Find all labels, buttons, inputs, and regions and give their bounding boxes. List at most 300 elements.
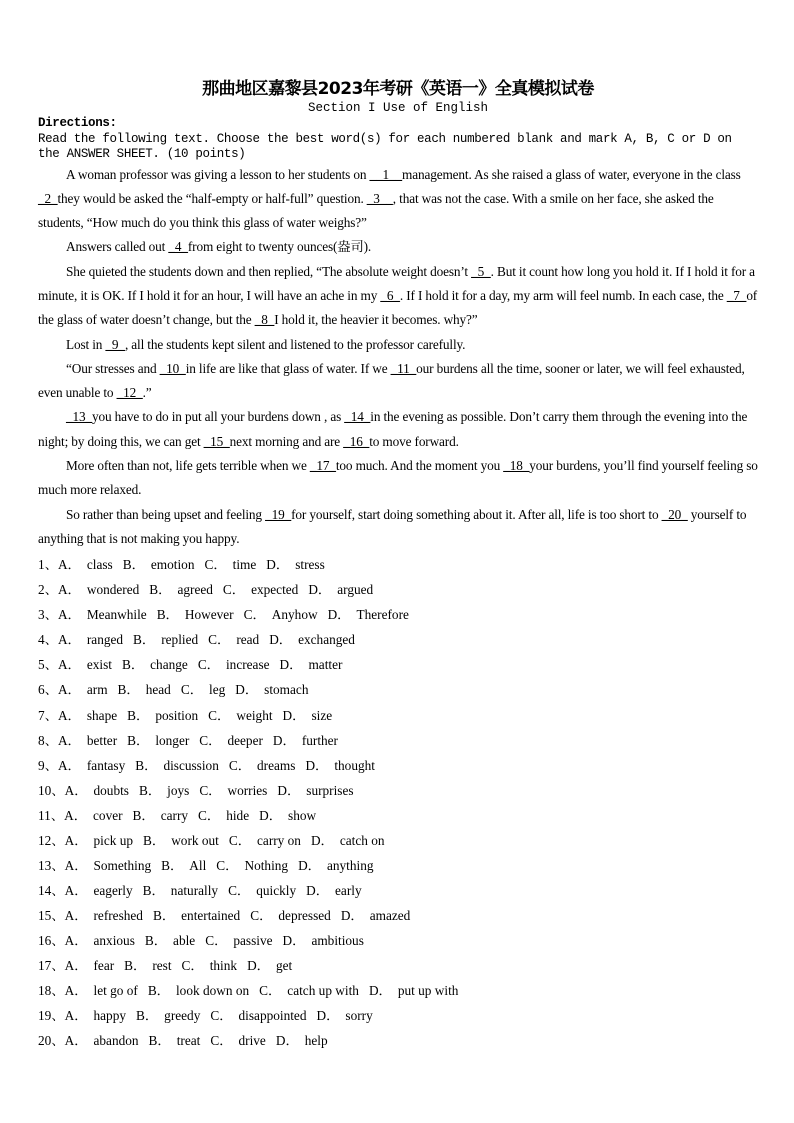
option-text: help	[304, 1033, 328, 1049]
answer-option	[149, 1033, 201, 1048]
answer-option	[181, 682, 225, 697]
passage-paragraph	[38, 357, 758, 406]
question-number: 20、	[38, 1033, 65, 1049]
answer-option	[305, 758, 375, 773]
option-letter: B．	[149, 582, 172, 598]
answer-option	[58, 632, 123, 647]
option-letter: C．	[208, 707, 231, 723]
question-number: 15、	[38, 907, 65, 923]
question-options-list	[38, 552, 758, 1053]
option-text: doubts	[93, 782, 129, 798]
option-text: Something	[93, 857, 152, 873]
option-text: Meanwhile	[86, 607, 147, 623]
answer-option	[247, 958, 292, 973]
option-letter: D．	[259, 807, 283, 823]
option-letter: C．	[199, 782, 222, 798]
answer-option	[208, 632, 259, 647]
answer-option	[280, 657, 343, 672]
option-text: longer	[155, 732, 190, 748]
option-text: anything	[326, 857, 374, 873]
answer-option	[65, 1008, 126, 1023]
option-text: further	[301, 732, 338, 748]
answer-option	[127, 708, 198, 723]
option-text: stomach	[264, 682, 309, 698]
option-text: stress	[295, 557, 325, 573]
passage-text: .”	[142, 385, 152, 401]
answer-option	[210, 1033, 266, 1048]
answer-option	[216, 858, 288, 873]
option-text: sorry	[345, 1008, 373, 1024]
option-text: anxious	[93, 932, 135, 948]
option-text: passive	[233, 932, 273, 948]
option-text: increase	[225, 657, 270, 673]
numbered-blank: _10_	[159, 360, 186, 376]
option-letter: A．	[64, 958, 88, 973]
option-letter: D．	[310, 832, 334, 848]
option-text: quickly	[256, 882, 297, 898]
question-number: 2、	[38, 582, 58, 598]
question-row	[38, 552, 758, 577]
option-text: leg	[209, 682, 226, 698]
option-text: Therefore	[356, 607, 409, 623]
option-letter: C．	[216, 857, 239, 873]
passage-text: yourself to anything that is not making you happy.	[38, 506, 747, 546]
option-letter: A．	[64, 857, 88, 873]
answer-option	[145, 933, 195, 948]
numbered-blank: __1__	[369, 166, 403, 182]
answer-option	[182, 958, 238, 973]
passage-text: Lost in	[66, 336, 106, 352]
option-letter: D．	[316, 1008, 340, 1024]
option-letter: B．	[144, 932, 168, 948]
answer-option	[277, 783, 353, 798]
answer-option	[229, 833, 301, 848]
option-text: worries	[227, 782, 268, 798]
option-letter: A．	[64, 983, 88, 999]
numbered-blank: _15_	[203, 433, 230, 449]
answer-option	[298, 858, 373, 873]
question-row	[38, 602, 758, 627]
answer-option	[208, 708, 272, 723]
question-row	[38, 703, 758, 728]
option-letter: C．	[210, 1008, 233, 1024]
section-heading: Section I Use of English	[307, 101, 489, 115]
option-text: matter	[308, 657, 343, 673]
directions-text: Read the following text. Choose the best word(s) for each numbered blank and mark A, B, C or D on the ANSWER SHEET. (10 points)	[38, 131, 732, 161]
option-letter: C．	[205, 932, 228, 948]
answer-option	[198, 808, 249, 823]
passage-text: . But it count how long you hold it. If I hold it for a minute, it is OK. If I hold it for an hour, I will have an ache in my	[38, 263, 755, 303]
numbered-blank: _8_	[254, 312, 275, 328]
option-letter: B．	[135, 757, 158, 773]
answer-option	[65, 983, 138, 998]
question-number: 16、	[38, 932, 65, 948]
option-letter: B．	[122, 557, 145, 573]
question-number: 8、	[38, 732, 58, 748]
option-letter: C．	[197, 657, 220, 673]
answer-option	[235, 682, 308, 697]
passage-text: Answers called out	[66, 239, 169, 255]
passage-text: they would be asked the “half-empty or half-full” question.	[57, 190, 367, 206]
question-number: 6、	[38, 682, 58, 698]
option-letter: A．	[64, 1008, 88, 1024]
option-text: able	[173, 932, 196, 948]
option-letter: A．	[57, 757, 81, 773]
option-text: class	[86, 557, 113, 573]
option-text: However	[184, 607, 234, 623]
answer-option	[65, 783, 129, 798]
option-text: surprises	[306, 782, 354, 798]
option-text: replied	[161, 632, 199, 648]
passage-paragraph	[38, 405, 758, 454]
answer-option	[64, 808, 122, 823]
answer-option	[316, 1008, 372, 1023]
answer-option	[250, 908, 331, 923]
question-row	[38, 953, 758, 978]
answer-option	[58, 733, 117, 748]
answer-option	[65, 908, 143, 923]
option-text: position	[155, 707, 199, 723]
answer-option	[124, 958, 171, 973]
option-text: work out	[171, 832, 219, 848]
option-letter: D．	[235, 682, 259, 698]
option-letter: D．	[305, 757, 329, 773]
option-text: hide	[226, 807, 250, 823]
passage-text: our burdens all the time, sooner or later, we will feel exhausted, even unable to	[38, 360, 745, 401]
numbered-blank: _2_	[38, 190, 58, 206]
answer-option	[204, 557, 256, 572]
option-letter: A．	[64, 1033, 88, 1049]
option-text: think	[209, 958, 238, 973]
option-letter: C．	[208, 632, 231, 648]
answer-option	[122, 657, 188, 672]
option-text: fantasy	[86, 757, 126, 773]
question-number: 19、	[38, 1008, 65, 1024]
option-letter: C．	[210, 1033, 233, 1049]
option-text: shape	[86, 707, 118, 723]
option-letter: D．	[298, 857, 321, 873]
answer-option	[148, 983, 249, 998]
option-text: get	[275, 958, 293, 973]
question-number: 13、	[38, 857, 65, 873]
answer-option	[143, 883, 218, 898]
answer-option	[153, 908, 240, 923]
numbered-blank: _16_	[343, 433, 370, 449]
option-text: pick up	[93, 832, 134, 848]
option-text: abandon	[93, 1033, 139, 1049]
option-letter: C．	[181, 958, 204, 973]
option-text: size	[311, 707, 333, 723]
answer-option	[133, 808, 188, 823]
option-letter: C．	[228, 832, 252, 848]
option-text: depressed	[278, 907, 331, 923]
option-text: early	[335, 882, 362, 898]
option-text: refreshed	[93, 907, 143, 923]
question-row	[38, 677, 758, 702]
option-letter: B．	[148, 1033, 171, 1049]
question-row	[38, 828, 758, 853]
option-letter: D．	[247, 958, 270, 973]
option-letter: D．	[308, 582, 332, 598]
numbered-blank: _20_	[661, 506, 688, 522]
passage-text: of the glass of water doesn’t change, but the	[38, 287, 758, 328]
option-text: treat	[176, 1033, 201, 1049]
passage-text: She quieted the students down and then replied, “The absolute weight doesn’t	[66, 263, 472, 279]
answer-option	[157, 607, 234, 622]
option-letter: C．	[250, 907, 273, 923]
option-letter: A．	[57, 557, 81, 573]
answer-option	[65, 833, 133, 848]
passage-text: A woman professor was giving a lesson to her students on	[66, 166, 370, 182]
answer-option	[65, 858, 152, 873]
question-row	[38, 1003, 758, 1028]
answer-option	[133, 632, 198, 647]
option-letter: B．	[142, 882, 165, 898]
option-text: entertained	[181, 907, 241, 923]
option-letter: D．	[327, 607, 351, 623]
option-letter: B．	[138, 782, 162, 798]
question-row	[38, 903, 758, 928]
option-letter: B．	[133, 632, 156, 648]
answer-option	[266, 557, 324, 572]
option-letter: A．	[64, 782, 88, 798]
question-row	[38, 978, 758, 1003]
option-text: catch on	[339, 832, 385, 848]
option-letter: B．	[117, 682, 140, 698]
option-text: weight	[236, 707, 273, 723]
option-letter: C．	[199, 732, 222, 748]
option-letter: B．	[152, 907, 176, 923]
exam-title: 那曲地区嘉黎县2023年考研《英语一》全真模拟试卷	[202, 79, 594, 99]
numbered-blank: _14_	[344, 409, 371, 425]
option-letter: B．	[161, 857, 184, 873]
option-text: exist	[86, 657, 112, 673]
question-number: 12、	[38, 832, 65, 848]
numbered-blank: _9_	[105, 336, 125, 352]
answer-option	[369, 983, 458, 998]
option-letter: B．	[147, 983, 170, 999]
question-number: 3、	[38, 607, 58, 623]
option-text: look down on	[175, 983, 250, 999]
option-letter: A．	[57, 682, 81, 698]
directions-label: Directions:	[38, 116, 117, 130]
option-text: deeper	[227, 732, 263, 748]
answer-option	[306, 883, 361, 898]
answer-option	[341, 908, 411, 923]
option-text: joys	[167, 782, 190, 798]
numbered-blank: _19_	[265, 506, 292, 522]
option-text: show	[288, 807, 317, 823]
option-letter: D．	[282, 707, 306, 723]
option-letter: D．	[269, 632, 293, 648]
numbered-blank: _13_	[66, 409, 92, 425]
option-letter: C．	[228, 757, 252, 773]
option-letter: B．	[143, 832, 166, 848]
option-text: read	[236, 632, 260, 648]
option-text: ambitious	[311, 932, 364, 948]
answer-option	[161, 858, 206, 873]
passage-text: So rather than being upset and feeling	[66, 506, 266, 522]
numbered-blank: _18_	[503, 458, 530, 474]
question-number: 4、	[38, 632, 58, 648]
passage-paragraph	[38, 235, 758, 259]
question-number: 5、	[38, 657, 58, 673]
answer-option	[328, 607, 409, 622]
question-row	[38, 853, 758, 878]
question-number: 17、	[38, 958, 65, 973]
option-text: cover	[93, 807, 123, 823]
option-text: greedy	[164, 1008, 201, 1024]
option-text: change	[150, 657, 188, 673]
option-letter: A．	[57, 657, 81, 673]
option-letter: A．	[57, 582, 81, 598]
question-number: 7、	[38, 707, 58, 723]
answer-option	[308, 582, 373, 597]
question-row	[38, 753, 758, 778]
answer-option	[259, 983, 359, 998]
passage-text: . If I hold it for a day, my arm will feel numb. In each case, the	[399, 287, 727, 303]
answer-option	[228, 883, 296, 898]
question-row	[38, 803, 758, 828]
answer-option	[198, 657, 270, 672]
passage-text: More often than not, life gets terrible when we	[66, 458, 310, 474]
option-letter: D．	[368, 983, 392, 999]
option-letter: C．	[180, 682, 203, 698]
option-text: head	[145, 682, 171, 698]
option-text: naturally	[170, 882, 219, 898]
question-number: 11、	[38, 807, 65, 823]
exam-page	[38, 78, 758, 1053]
answer-option	[223, 582, 298, 597]
numbered-blank: _17_	[309, 458, 336, 474]
answer-option	[283, 708, 333, 723]
question-row	[38, 728, 758, 753]
answer-option	[139, 783, 189, 798]
numbered-blank: _7_	[726, 287, 747, 303]
answer-option	[273, 733, 338, 748]
passage-text: you have to do in put all your burdens down , as	[92, 409, 345, 425]
question-number: 14、	[38, 882, 65, 898]
numbered-blank: _11_	[390, 360, 417, 376]
option-letter: A．	[57, 732, 81, 748]
option-letter: D．	[277, 782, 301, 798]
answer-option	[65, 933, 135, 948]
option-text: fear	[93, 958, 115, 973]
passage-text: too much. And the moment you	[335, 458, 504, 474]
option-text: eagerly	[93, 882, 133, 898]
option-letter: B．	[121, 657, 145, 673]
option-text: wondered	[86, 582, 140, 598]
numbered-blank: _5_	[471, 263, 491, 279]
passage-text: your burdens, you’ll find yourself feeling so much more relaxed.	[38, 458, 758, 498]
option-letter: D．	[306, 882, 330, 898]
passage-text: to move forward.	[369, 433, 459, 449]
option-text: Nothing	[244, 857, 289, 873]
passage-paragraph	[38, 503, 758, 552]
passage-text: in the evening as possible. Don’t carry them through the evening into the night; by doing this, we can get	[38, 409, 748, 449]
answer-option	[149, 582, 213, 597]
option-text: expected	[251, 582, 299, 598]
option-letter: B．	[127, 707, 150, 723]
question-row	[38, 928, 758, 953]
option-text: amazed	[369, 907, 411, 923]
answer-option	[269, 632, 355, 647]
passage-text: , that was not the case. With a smile on her face, she asked the students, “How much do you think this glass of water weighs?”	[38, 190, 714, 231]
answer-option	[229, 758, 296, 773]
question-row	[38, 1028, 758, 1053]
passage-paragraph	[38, 333, 758, 357]
answer-option	[205, 933, 272, 948]
option-letter: D．	[279, 657, 303, 673]
passage-paragraph	[38, 454, 758, 503]
passage-text: management. As she raised a glass of water, everyone in the class	[402, 166, 741, 182]
option-letter: A．	[64, 807, 88, 823]
option-text: emotion	[150, 557, 195, 573]
answer-option	[259, 808, 316, 823]
option-letter: A．	[64, 907, 88, 923]
option-letter: A．	[57, 607, 81, 623]
option-letter: D．	[272, 732, 296, 748]
option-letter: C．	[243, 607, 266, 623]
numbered-blank: _4_	[168, 239, 188, 255]
option-text: dreams	[257, 757, 296, 773]
option-letter: C．	[228, 882, 251, 898]
question-row	[38, 878, 758, 903]
answer-option	[199, 783, 267, 798]
option-letter: D．	[282, 932, 306, 948]
option-letter: C．	[222, 582, 246, 598]
option-text: catch up with	[287, 983, 359, 999]
option-letter: A．	[64, 932, 88, 948]
option-letter: A．	[57, 707, 81, 723]
answer-option	[58, 582, 139, 597]
option-letter: A．	[64, 832, 88, 848]
passage-text: , all the students kept silent and listened to the professor carefully.	[124, 336, 466, 352]
option-letter: D．	[266, 557, 290, 573]
passage-text: “Our stresses and	[66, 360, 160, 376]
numbered-blank: _6_	[380, 287, 400, 303]
answer-option	[58, 557, 113, 572]
question-number: 9、	[38, 757, 58, 773]
option-letter: B．	[124, 958, 147, 973]
answer-option	[199, 733, 263, 748]
passage-paragraph	[38, 260, 758, 333]
passage-text: for yourself, start doing something about it. After all, life is too short to	[291, 506, 662, 522]
option-text: put up with	[397, 983, 459, 999]
option-letter: B．	[156, 607, 179, 623]
option-text: better	[86, 732, 118, 748]
answer-option	[58, 657, 112, 672]
numbered-blank: _3__	[366, 190, 393, 206]
option-text: ranged	[86, 632, 124, 648]
option-letter: B．	[127, 732, 150, 748]
answer-option	[58, 607, 147, 622]
question-row	[38, 577, 758, 602]
answer-option	[143, 833, 219, 848]
option-letter: D．	[275, 1033, 299, 1049]
option-text: agreed	[177, 582, 213, 598]
question-number: 1、	[38, 557, 58, 573]
answer-option	[276, 1033, 328, 1048]
numbered-blank: _12_	[116, 385, 143, 401]
option-text: exchanged	[298, 632, 355, 648]
option-letter: C．	[198, 807, 221, 823]
option-text: drive	[238, 1033, 266, 1049]
passage-paragraph	[38, 163, 758, 236]
answer-option	[135, 758, 219, 773]
answer-option	[136, 1008, 200, 1023]
answer-option	[58, 708, 117, 723]
